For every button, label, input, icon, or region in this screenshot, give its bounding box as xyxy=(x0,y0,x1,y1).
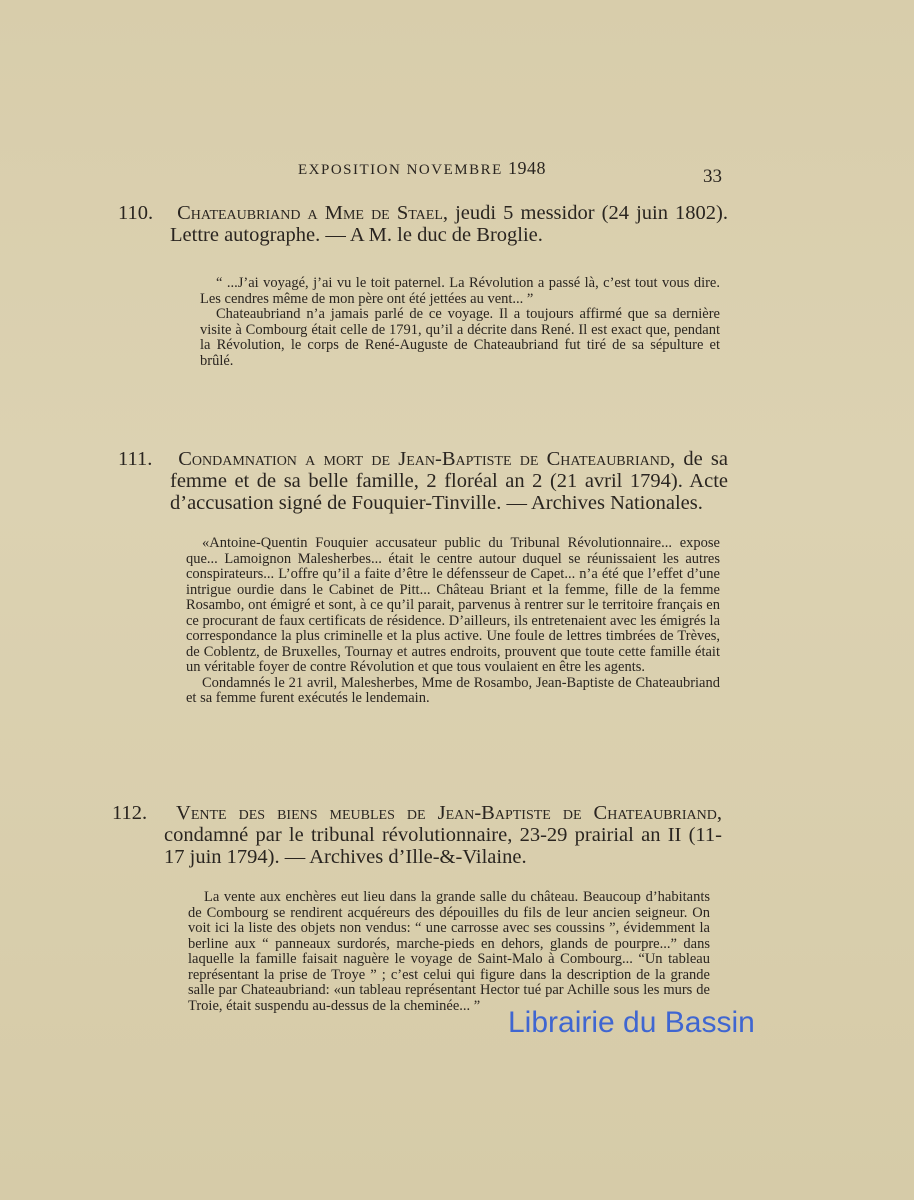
entry-commentary xyxy=(112,890,722,1014)
entry-title-text: Vente des biens meubles de Jean-Baptiste de Chateaubriand, condamné par le tribunal révolutionnaire, 23-29 prairial an II (11-17 juin 1794). — Archives d’Ille-&-Vilaine. xyxy=(164,802,723,868)
entry-title xyxy=(112,802,722,868)
running-header xyxy=(298,158,558,179)
entry-title xyxy=(118,202,728,246)
entry-number: 112. xyxy=(112,802,148,824)
commentary-paragraph: Condamnés le 21 avril, Malesherbes, Mme de Rosambo, Jean-Baptiste de Chateaubriand et sa femme furent exécutés le lendemain. xyxy=(186,674,720,706)
commentary-paragraph: Chateaubriand n’a jamais parlé de ce voyage. Il a toujours affirmé que sa dernière visite à Combourg était celle de 1791, qu’il a décrite dans René. Il est exact que, pendant la Révolution, le corps de René-Auguste de Chateaubriand fut tiré de sa sépulture et brûlé. xyxy=(200,306,720,369)
entry-number: 111. xyxy=(118,448,153,470)
running-title: EXPOSITION NOVEMBRE xyxy=(298,162,503,178)
commentary-paragraph: La vente aux enchères eut lieu dans la grande salle du château. Beaucoup d’habitants de Combourg se rendirent acquéreurs des dépouilles du fils de leur ancien seigneur. On voit ici la liste des objets non vendus: “ une carrosse avec ses coussins ”, évidemment la berline aux “ panneaux surdorés, marche-pieds en dehors, glands de pourpre...” dans laquelle la famille faisait naguère le voyage de Saint-Malo à Combourg... “Un tableau représentant la prise de Troye ” ; c’est celui qui figure dans la description de la grande salle par Chateaubriand: «un tableau représentant Hector tué par Achille sous les murs de Troie, était suspendu au-dessus de la cheminée... ” xyxy=(188,889,710,1014)
entry-title-text: Condamnation a mort de Jean-Baptiste de Chateaubriand, de sa femme et de sa belle famille, 2 floréal an 2 (21 avril 1794). Acte d’accusation signé de Fouquier-Tinville. — Archives Nationales. xyxy=(170,448,729,514)
entry-title xyxy=(118,448,728,514)
entry-number: 110. xyxy=(118,202,154,224)
commentary-paragraph: «Antoine-Quentin Fouquier accusateur public du Tribunal Révolutionnaire... expose que... Lamoignon Malesherbes... était le centre autour duquel se réunissaient les autres conspirateurs... L’offre qu’il a faite d’être le défensseur de Capet... n’a été que l’effet d’une intrigue ourdie dans le Cabinet de Pitt... Château Briant et la femme, fille de la femme Rosambo, ont émigré et sont, à ce qu’il parait, parvenus à rentrer sur le territoire français en ce procurant de faux certificats de résidence. D’ailleurs, ils entretenaient avec les émigrés la correspondance la plus criminelle et la plus active. Une foule de lettres timbrées de Trèves, de Coblentz, de Bruxelles, Tournay et autres endroits, prouvent que toute cette famille était un véritable foyer de contre Révolution et que tous voulaient en être les agents. xyxy=(186,535,720,675)
entry-commentary xyxy=(118,276,728,369)
entry-title-text: Chateaubriand a Mme de Stael, jeudi 5 messidor (24 juin 1802). Lettre autographe. — A M. le duc de Broglie. xyxy=(170,202,729,246)
page-number: 33 xyxy=(703,166,722,187)
catalogue-entry-111 xyxy=(118,448,728,707)
catalogue-entry-110 xyxy=(118,202,728,369)
entry-commentary xyxy=(118,536,728,707)
commentary-paragraph: “ ...J’ai voyagé, j’ai vu le toit paternel. La Révolution a passé là, c’est tout vous dire. Les cendres même de mon père ont été jettées au vent... ” xyxy=(200,275,720,307)
catalogue-entry-112 xyxy=(112,802,722,1014)
header-year: 1948 xyxy=(508,158,546,178)
bookseller-watermark: Librairie du Bassin xyxy=(508,1006,755,1039)
